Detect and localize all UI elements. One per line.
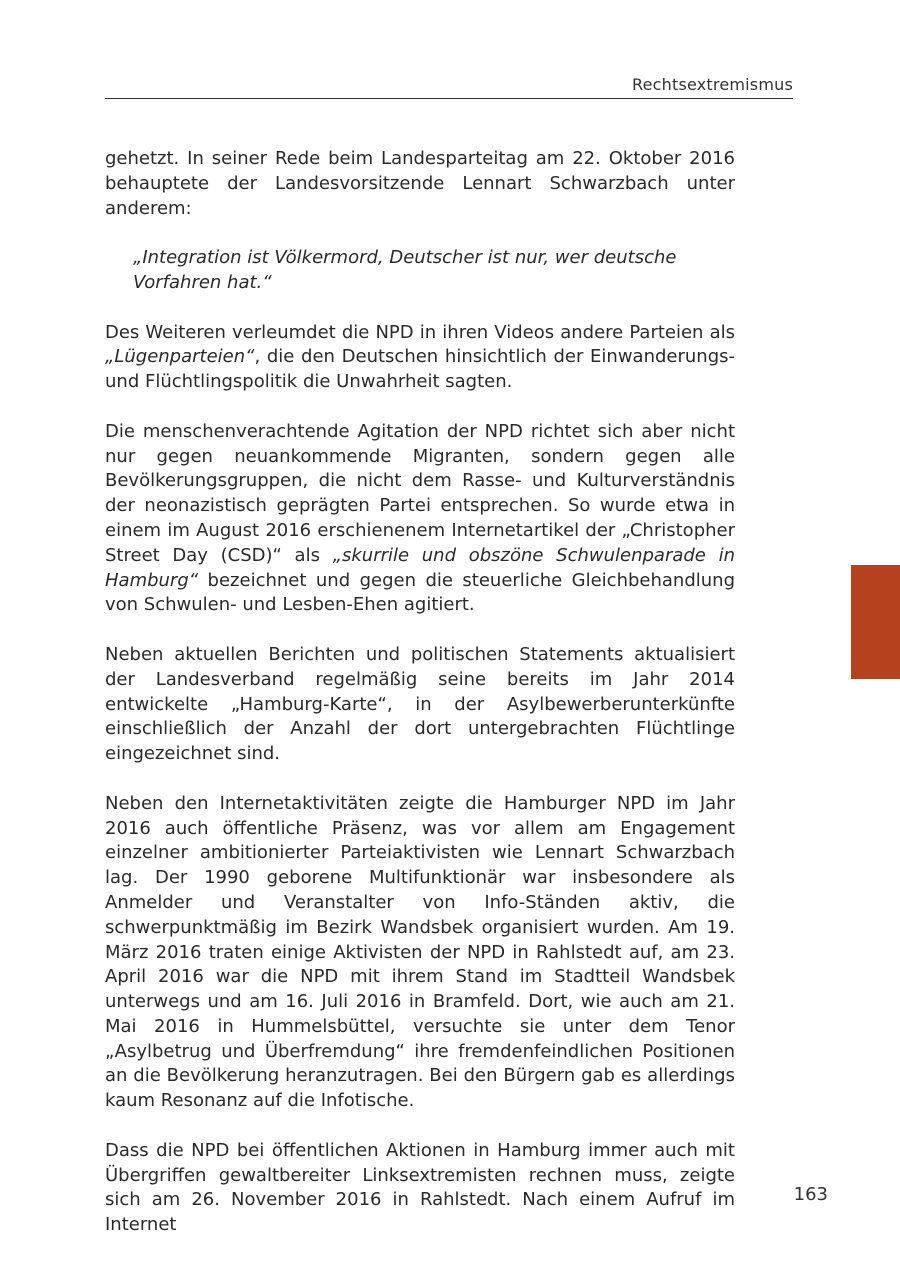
paragraph-2-emphasis: „Lügenparteien“ [105, 346, 255, 368]
header-divider [105, 98, 793, 99]
paragraph-2-text-a: Des Weiteren verleumdet die NPD in ihren Videos andere Parteien als [105, 321, 735, 343]
paragraph-6: Dass die NPD bei öffentlichen Aktionen in Hamburg immer auch mit Übergriffen gewaltbereiter Linksextremisten rechnen muss, zeigte sich am 26. November 2016 in Rahlstedt. Nach einem Aufruf im Internet [105, 1139, 735, 1236]
paragraph-4: Neben aktuellen Berichten und politischen Statements aktualisiert der Landesverband regelmäßig seine bereits im Jahr 2014 entwickelte „Hamburg-Karte“, in der Asylbewerberunterkünfte einschließlich der Anzahl der dort untergebrachten Flüchtlinge eingezeichnet sind. [105, 643, 735, 765]
paragraph-3 [105, 420, 735, 618]
page-number: 163 [793, 1184, 828, 1205]
paragraph-2 [105, 321, 735, 395]
chapter-tab-marker [851, 565, 900, 679]
block-quote: „Integration ist Völkermord, Deutscher ist nur, wer deutsche Vorfahren hat.“ [133, 247, 677, 293]
paragraph-5: Neben den Internetaktivitäten zeigte die Hamburger NPD im Jahr 2016 auch öffentliche Präsenz, was vor allem am Engagement einzelner ambitionierter Parteiaktivisten wie Lennart Schwarzbach lag. Der 1990 geborene Multifunktionär war insbesondere als Anmelder und Veranstalter von Info-Ständen aktiv, die schwerpunktmäßig im Bezirk Wandsbek organisiert wurden. Am 19. März 2016 traten einige Aktivisten der NPD in Rahlstedt auf, am 23. April 2016 war die NPD mit ihrem Stand im Stadtteil Wandsbek unterwegs und am 16. Juli 2016 in Bramfeld. Dort, wie auch am 21. Mai 2016 in Hummelsbüttel, versuchte sie unter dem Tenor „Asylbetrug und Überfremdung“ ihre fremdenfeindlichen Positionen an die Bevölkerung heranzutragen. Bei den Bürgern gab es allerdings kaum Resonanz auf die Infotische. [105, 792, 735, 1112]
paragraph-2-text-b: , die den Deutschen hinsichtlich der Einwanderungs- und Flüchtlingspolitik die Unwahrheit sagten. [105, 346, 735, 393]
paragraph-1: gehetzt. In seiner Rede beim Landesparteitag am 22. Oktober 2016 behauptete der Landesvorsitzende Lennart Schwarzbach unter anderem: [105, 148, 735, 219]
paragraph-3-text-b: bezeichnet und gegen die steuerliche Gleichbehandlung von Schwulen- und Lesben-Ehen agitiert. [105, 569, 735, 616]
body-text [105, 147, 735, 1238]
paragraph-3-text-a: Die menschenverachtende Agitation der NPD richtet sich aber nicht nur gegen neuankommende Migranten, sondern gegen alle Bevölkerungsgruppen, die nicht dem Rasse- und Kulturverständnis der neonazistisch geprägten Partei entsprechen. So wurde etwa in einem im August 2016 erschienenem Internetartikel der „Christopher Street Day (CSD)“ als [105, 420, 735, 566]
paragraph-3-emphasis: „skurrile und obszöne Schwulenparade in Hamburg“ [105, 544, 735, 591]
running-header-title: Rechtsextremismus [632, 75, 793, 94]
